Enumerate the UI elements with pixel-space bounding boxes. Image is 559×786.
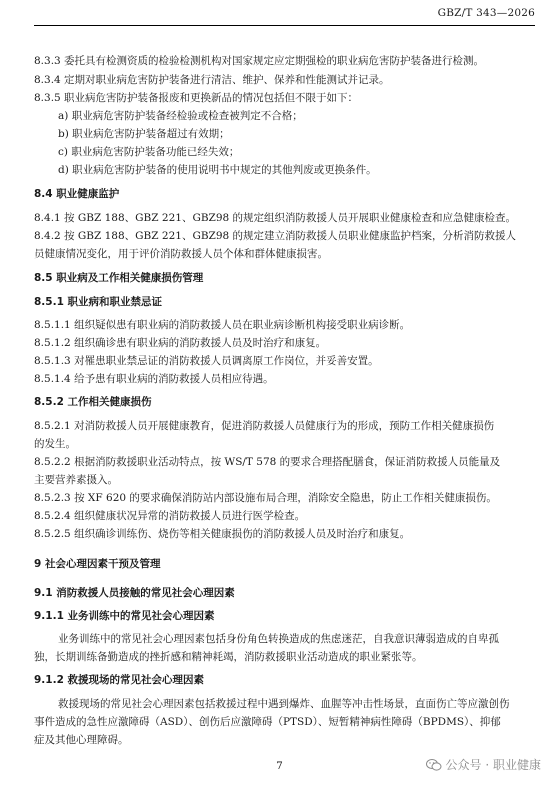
- para-9-1-1: 业务训练中的常见社会心理因素包括身份角色转换造成的焦虑迷茫，自我意识薄弱造成的自卑孤: [58, 633, 499, 645]
- para-9-1-1-cont: 独，长期训练备勤造成的挫折感和精神耗竭，消防救援职业活动造成的职业紧张等。: [34, 651, 423, 663]
- heading-8-5: 8.5 职业病及工作相关健康损伤管理: [34, 272, 204, 284]
- para-9-1-2: 救援现场的常见社会心理因素包括救援过程中遇到爆炸、血腥等冲击性场景，直面伤亡等应激创伤: [58, 698, 510, 710]
- clause-8-5-2-2-cont: 主要营养素摄入。: [34, 474, 118, 486]
- heading-9: 9 社会心理因素干预及管理: [34, 558, 161, 570]
- list-item-a: a) 职业病危害防护装备经检验或检查被判定不合格；: [58, 110, 303, 122]
- heading-8-5-2: 8.5.2 工作相关健康损伤: [34, 396, 152, 408]
- clause-8-3-3: 8.3.3 委托具有检测资质的检验检测机构对国家规定应定期强检的职业病危害防护装备进行检测。: [34, 55, 485, 67]
- watermark-text: 公众号 · 职业健康: [445, 758, 541, 772]
- heading-8-4: 8.4 职业健康监护: [34, 188, 120, 200]
- clause-8-5-2-4: 8.5.2.4 组织健康状况异常的消防救援人员进行医学检查。: [34, 510, 306, 522]
- list-item-b: b) 职业病危害防护装备超过有效期；: [58, 128, 230, 140]
- para-9-1-2-cont1: 事件造成的急性应激障碍（ASD）、创伤后应激障碍（PTSD）、短暂精神病性障碍（BPDMS）、抑郁: [34, 716, 501, 728]
- clause-8-3-4: 8.3.4 定期对职业病危害防护装备进行清洁、维护、保养和性能测试并记录。: [34, 74, 390, 86]
- para-9-1-2-cont2: 症及其他心理障碍。: [34, 734, 129, 746]
- heading-9-1-2: 9.1.2 救援现场的常见社会心理因素: [34, 674, 205, 686]
- heading-9-1: 9.1 消防救援人员接触的常见社会心理因素: [34, 587, 235, 599]
- clause-8-5-2-1-cont: 的发生。: [34, 438, 76, 450]
- clause-8-5-2-5: 8.5.2.5 组织确诊训练伤、烧伤等相关健康损伤的消防救援人员及时治疗和康复。: [34, 528, 411, 540]
- clause-8-5-1-3: 8.5.1.3 对罹患职业禁忌证的消防救援人员调离原工作岗位，并妥善安置。: [34, 355, 379, 367]
- clause-8-5-2-2: 8.5.2.2 根据消防救援职业活动特点，按 WS/T 578 的要求合理搭配膳食，保证消防救援人员能量及: [34, 456, 501, 468]
- clause-8-4-1: 8.4.1 按 GBZ 188、GBZ 221、GBZ98 的规定组织消防救援人员开展职业健康检查和应急健康检查。: [34, 212, 517, 224]
- list-item-c: c) 职业病危害防护装备功能已经失效；: [58, 146, 240, 158]
- heading-8-5-1: 8.5.1 职业病和职业禁忌证: [34, 296, 163, 308]
- list-item-d: d) 职业病危害防护装备的使用说明书中规定的其他判废或更换条件。: [58, 164, 377, 176]
- clause-8-5-2-3: 8.5.2.3 按 XF 620 的要求确保消防站内部设施布局合理，消除安全隐患，防止工作相关健康损伤。: [34, 492, 497, 504]
- doc-number-header: GBZ/T 343—2026: [437, 7, 535, 19]
- clause-8-5-2-1: 8.5.2.1 对消防救援人员开展健康教育，促进消防救援人员健康行为的形成，预防工作相关健康损伤: [34, 420, 495, 432]
- clause-8-4-2: 8.4.2 按 GBZ 188、GBZ 221、GBZ98 的规定建立消防救援人员职业健康监护档案，分析消防救援人: [34, 230, 517, 242]
- clause-8-5-1-1: 8.5.1.1 组织疑似患有职业病的消防救援人员在职业病诊断机构接受职业病诊断。: [34, 319, 411, 331]
- page-number: 7: [276, 760, 283, 772]
- heading-9-1-1: 9.1.1 业务训练中的常见社会心理因素: [34, 610, 215, 622]
- wechat-icon: [426, 759, 442, 771]
- clause-8-5-1-4: 8.5.1.4 给予患有职业病的消防救援人员相应待遇。: [34, 373, 274, 385]
- header-rule: [34, 25, 535, 26]
- watermark: [426, 756, 541, 773]
- clause-8-3-5: 8.3.5 职业病危害防护装备报废和更换新品的情况包括但不限于如下：: [34, 92, 359, 104]
- clause-8-5-1-2: 8.5.1.2 组织确诊患有职业病的消防救援人员及时治疗和康复。: [34, 337, 327, 349]
- clause-8-4-2-cont: 员健康情况变化，用于评价消防救援人员个体和群体健康损害。: [34, 248, 328, 260]
